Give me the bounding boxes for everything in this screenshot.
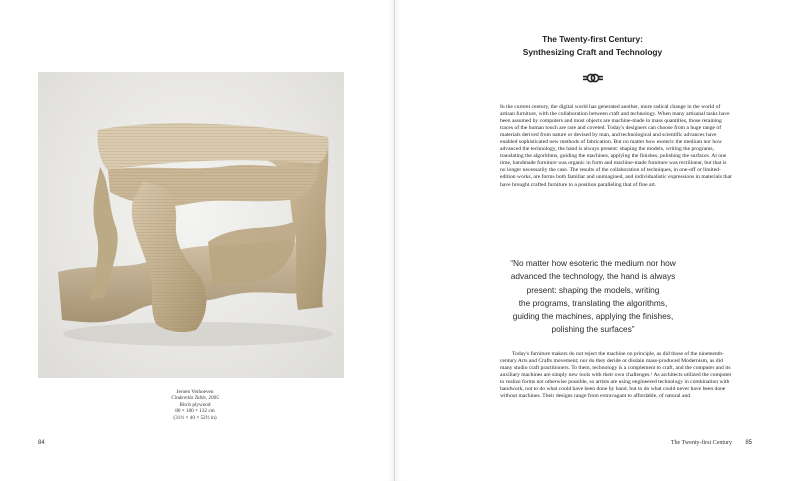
chapter-title-line1: The Twenty-first Century:	[542, 34, 643, 44]
body-paragraph-1: In the current century, the digital world has generated another, more radical change in the world of artisan furniture, with the collaboration between craft and technology. When many artisanal tasks have been assumed by computers and most objects are machine-made in mass quantities, those retaining traces of the human touch are rare and coveted. Today's designers can choose from a huge range of materials derived from nature or devised by man, and technological and scientific advances have enabled sophisticated new methods of fabrication. But no matter how esoteric the medium nor how advanced the technology, the hand is always present: shaping the models, writing the programs, translating the algorithms, guiding the machines, applying the finishes, polishing the surfaces. At one time, handmade furniture was organic in form and machine-made furniture was rectilinear, but that is no longer necessarily the case. The results of the collaboration of techniques, in one-off or limited-edition works, are forms both familiar and unimagined, and individualistic expressions in materials that have brought crafted furniture to a position paralleling that of fine art.	[500, 104, 732, 188]
furniture-photo	[38, 72, 344, 378]
cinderella-table-illustration	[38, 72, 344, 378]
page-number-left: 84	[38, 440, 45, 446]
caption-material: Birch plywood	[179, 401, 211, 408]
pull-quote-line: present: shaping the models, writing	[526, 284, 660, 295]
pull-quote-line: polishing the surfaces”	[551, 324, 635, 335]
right-page	[395, 0, 790, 481]
caption-dimensions: 80 × 100 × 132 cm	[175, 408, 215, 415]
chapter-title-line2: Synthesizing Craft and Technology	[522, 47, 663, 57]
pull-quote	[493, 257, 693, 337]
caption-title: Cinderella Table, 2005	[171, 395, 219, 402]
page-number-right: 85	[745, 440, 752, 446]
body-text-1	[500, 104, 732, 189]
pull-quote-line: the programs, translating the algorithms,	[518, 297, 668, 308]
caption-designer: Jeroen Verhoeven	[176, 389, 214, 395]
caption-dimensions-in: (31½ × 40 × 52½ in)	[173, 414, 217, 421]
pull-quote-line: advanced the technology, the hand is always	[510, 271, 676, 282]
knot-ornament-icon	[583, 72, 603, 84]
pull-quote-line: “No matter how esoteric the medium nor how	[510, 258, 676, 268]
chapter-title	[395, 33, 790, 59]
body-paragraph-2: Today's furniture makers do not reject the machine on principle, as did those of the nineteenth-century Arts and Crafts movement; nor do they deride or disdain mass-produced Modernism, as did many studio craft practitioners. To them, technology is a complement to craft, and the computer and its auxiliary machines are simply new tools with their own challenges.¹ As architects utilized the computer to realize forms not otherwise possible, so artists are using engineered technology in combination with handwork, not to do what could have been done by hand, but to do what could never have been done without machines. Their designs range from extravagant to affordable, of natural and	[500, 351, 732, 400]
running-head: The Twenty-first Century	[670, 440, 732, 446]
photo-caption	[120, 389, 270, 421]
body-text-2	[500, 351, 732, 400]
pull-quote-line: guiding the machines, applying the finishes,	[512, 311, 674, 322]
